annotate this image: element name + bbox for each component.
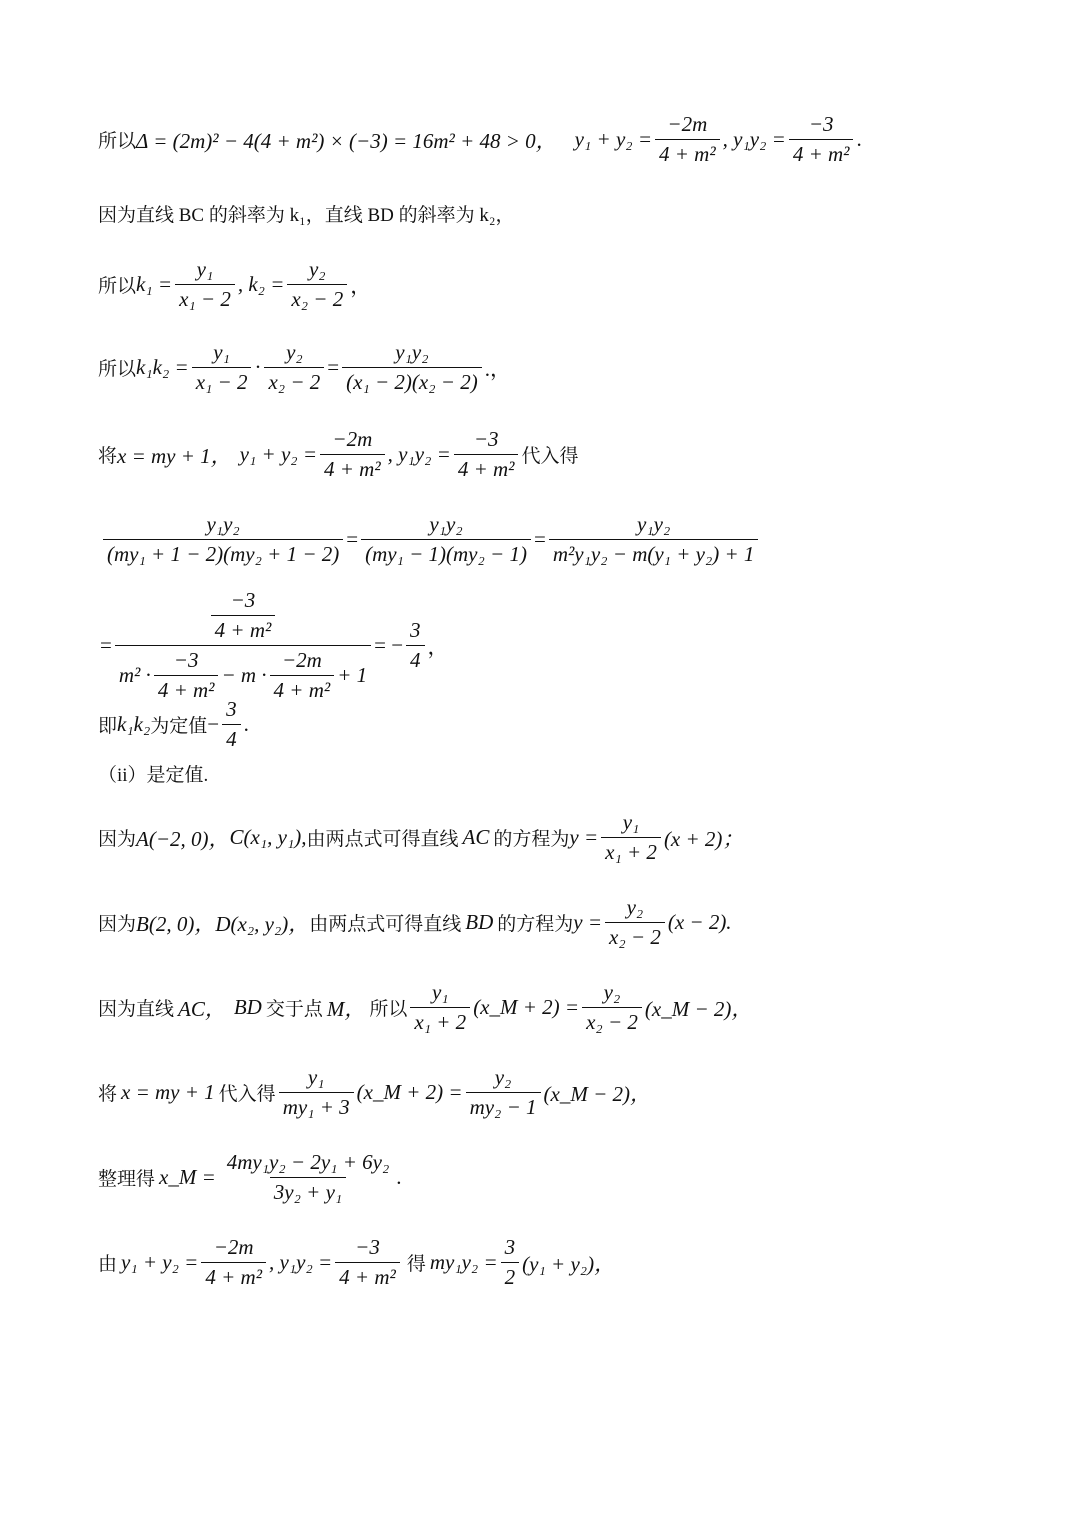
fraction-denominator: m²y₁y₂ − m(y₁ + y₂) + 1	[549, 539, 759, 567]
fraction-denominator: 4 + m²	[335, 1262, 400, 1290]
fraction-numerator: y₂	[626, 895, 644, 919]
fraction	[154, 648, 219, 703]
math-expression: (x_M − 2)，	[644, 996, 753, 1021]
text: 将	[98, 1084, 118, 1105]
fraction-denominator: my₂ − 1	[466, 1092, 541, 1120]
text: ，	[427, 634, 449, 659]
math-expression: , y₁y₂ =	[387, 442, 451, 466]
math-expression: B(2, 0)，	[136, 911, 216, 936]
text: 所以	[98, 131, 137, 152]
fraction	[601, 810, 661, 865]
math-expression: (x − 2).	[667, 910, 732, 934]
fraction	[320, 427, 385, 482]
fraction	[466, 1065, 541, 1120]
line-intersection	[98, 980, 752, 1035]
text: 代入得	[218, 1084, 276, 1105]
math-expression: k₁k₂ =	[136, 355, 189, 379]
fraction-numerator: y₁	[622, 810, 640, 834]
math-expression: M，	[326, 996, 366, 1021]
math-expression: (y₁ + y₂)，	[522, 1251, 616, 1276]
fraction-numerator: y₁y₂	[429, 512, 463, 536]
fraction-numerator: y₁	[196, 257, 214, 281]
fraction-numerator: y₁	[307, 1065, 325, 1089]
line-substitute	[98, 427, 578, 482]
fraction	[103, 512, 343, 567]
fraction	[406, 618, 425, 673]
fraction-numerator: −2m	[667, 112, 708, 136]
math-expression: (x_M + 2) =	[473, 995, 580, 1019]
fraction	[605, 895, 665, 950]
fraction	[211, 588, 276, 643]
math-expression: y₁ + y₂ =	[239, 442, 318, 466]
fraction-numerator: 3	[410, 618, 421, 642]
text: −	[207, 712, 220, 736]
fraction-denominator: 4 + m²	[454, 454, 519, 482]
text: .	[243, 712, 249, 736]
fraction-denominator: 4 + m²	[655, 139, 720, 167]
fraction	[789, 112, 854, 167]
math-expression: my₁y₂ =	[429, 1250, 498, 1274]
fraction-numerator: −3	[808, 112, 834, 136]
fraction-denominator: x₂ − 2	[605, 922, 665, 950]
fraction-numerator: −2m	[213, 1235, 254, 1259]
fraction-numerator: y₂	[603, 980, 621, 1004]
fraction	[270, 648, 335, 703]
text: 的方程为	[493, 829, 570, 850]
fraction-denominator	[115, 645, 371, 703]
math-expression: y =	[569, 825, 599, 849]
fraction	[264, 340, 324, 395]
text: .	[396, 1165, 402, 1189]
math-expression: x = my + 1	[121, 1080, 215, 1104]
fraction	[175, 257, 235, 312]
math-expression: AC	[462, 825, 490, 849]
text: 由两点式可得直线	[309, 914, 462, 935]
fraction	[549, 512, 759, 567]
fraction	[222, 697, 241, 752]
text: 由	[98, 1254, 118, 1275]
fraction	[335, 1235, 400, 1290]
text: .	[856, 127, 862, 151]
fraction-denominator: (my₁ − 1)(my₂ − 1)	[361, 539, 531, 567]
fraction-denominator: x₁ + 2	[601, 837, 661, 865]
text: = −	[374, 633, 404, 657]
line-xm	[98, 1150, 402, 1205]
fraction	[201, 1235, 266, 1290]
fraction-denominator: 4 + m²	[270, 675, 335, 703]
math-expression: (x_M − 2)，	[543, 1081, 652, 1106]
math-expression: y₁ + y₂ =	[121, 1250, 199, 1274]
line-part-ii	[98, 760, 208, 787]
fraction-denominator: x₁ − 2	[192, 367, 252, 395]
fraction-numerator: y₁	[213, 340, 230, 364]
text: 因为直线 BC 的斜率为 k₁，直线 BD 的斜率为 k₂，	[98, 205, 515, 226]
fraction-numerator: −2m	[332, 427, 373, 451]
line-ac-equation	[98, 810, 743, 865]
fraction-denominator: 4 + m²	[211, 615, 276, 643]
text: ·	[254, 355, 262, 379]
text: 代入得	[521, 446, 579, 467]
text: 因为直线	[98, 999, 175, 1020]
line-delta	[98, 112, 862, 167]
line-from	[98, 1235, 615, 1290]
text: ，	[350, 273, 372, 298]
text: 得	[406, 1254, 426, 1275]
fraction-numerator: y₂	[308, 257, 326, 281]
fraction	[361, 512, 531, 567]
fraction-denominator: 4	[406, 645, 425, 673]
fraction-denominator: x₂ − 2	[287, 284, 347, 312]
text: 所以	[369, 999, 408, 1020]
fraction-numerator: y₁y₂	[206, 512, 240, 536]
text: 由两点式可得直线	[306, 829, 459, 850]
fraction-numerator	[204, 588, 283, 645]
line-bd-equation	[98, 895, 732, 950]
fraction-denominator: 4 + m²	[320, 454, 385, 482]
fraction-denominator: my₁ + 3	[279, 1092, 354, 1120]
text: 所以	[98, 359, 137, 380]
fraction-denominator: x₂ − 2	[582, 1007, 642, 1035]
math-expression: k₁ =	[136, 272, 173, 296]
math-expression: , k₂ =	[237, 272, 285, 296]
text: 为定值	[150, 716, 208, 737]
math-expression: − m ·	[221, 663, 267, 687]
fraction-numerator: −3	[230, 588, 256, 612]
math-expression: D(x₂, y₂)，	[215, 911, 310, 936]
fraction	[342, 340, 482, 395]
math-expression: (x_M + 2) =	[356, 1080, 463, 1104]
fraction-numerator: y₁y₂	[395, 340, 429, 364]
text: 因为	[98, 829, 137, 850]
fraction-denominator: x₂ − 2	[264, 367, 324, 395]
line-k-product	[98, 340, 511, 395]
math-expression: AC，	[178, 996, 226, 1021]
math-expression: x = my + 1，	[117, 443, 232, 468]
line-substitute-m	[98, 1065, 651, 1120]
fraction-denominator: 4	[222, 724, 241, 752]
math-expression: , y₁y₂ =	[722, 127, 786, 151]
fraction-numerator: −3	[173, 648, 199, 672]
fraction-denominator: 4 + m²	[789, 139, 854, 167]
math-expression: (x + 2)；	[663, 826, 744, 851]
fraction	[501, 1235, 520, 1290]
line-chain	[100, 512, 761, 567]
math-expression: A(−2, 0)，	[136, 826, 230, 851]
math-expression: BD	[233, 995, 262, 1019]
line-compound	[100, 588, 449, 703]
fraction	[287, 257, 347, 312]
fraction-numerator: −2m	[281, 648, 322, 672]
math-expression: y =	[573, 910, 603, 934]
line-slopes	[98, 200, 515, 227]
fraction	[192, 340, 252, 395]
fraction-numerator: 3	[504, 1235, 516, 1259]
text: 交于点	[265, 999, 323, 1020]
text: .，	[484, 356, 511, 381]
text: =	[533, 527, 546, 551]
fraction	[410, 980, 470, 1035]
fraction	[655, 112, 720, 167]
math-expression: , y₁y₂ =	[269, 1250, 333, 1274]
compound-fraction	[115, 588, 371, 703]
text: =	[100, 633, 112, 657]
fraction-numerator: y₁	[431, 980, 449, 1004]
math-expression: x_M =	[159, 1165, 216, 1189]
fraction-numerator: y₁y₂	[637, 512, 671, 536]
line-constant	[98, 697, 249, 752]
fraction-denominator: (x₁ − 2)(x₂ − 2)	[342, 367, 482, 395]
text: 即	[98, 716, 118, 737]
math-expression: C(x₁, y₁),	[229, 825, 307, 849]
fraction-denominator: 4 + m²	[201, 1262, 266, 1290]
text: 所以	[98, 276, 137, 297]
fraction-denominator: x₁ + 2	[410, 1007, 470, 1035]
fraction	[223, 1150, 394, 1205]
fraction-denominator: 2	[501, 1262, 520, 1290]
fraction-numerator: 3	[226, 697, 237, 721]
math-expression: y₁ + y₂ =	[574, 127, 653, 151]
fraction-denominator: 3y₂ + y₁	[270, 1177, 346, 1205]
fraction-denominator: x₁ − 2	[175, 284, 235, 312]
fraction-denominator: 4 + m²	[154, 675, 219, 703]
math-expression: m² ·	[118, 663, 151, 687]
text: =	[327, 355, 340, 379]
text: 因为	[98, 914, 137, 935]
fraction	[279, 1065, 354, 1120]
fraction-numerator: y₂	[494, 1065, 512, 1089]
fraction	[454, 427, 519, 482]
math-expression: + 1	[337, 663, 368, 687]
math-expression: k₁k₂	[117, 712, 151, 736]
text: =	[346, 527, 359, 551]
fraction-numerator: −3	[473, 427, 499, 451]
line-k-def	[98, 257, 371, 312]
math-expression: Δ = (2m)² − 4(4 + m²) × (−3) = 16m² + 48 > 0，	[136, 128, 557, 153]
text: 的方程为	[497, 914, 574, 935]
fraction-numerator: 4my₁y₂ − 2y₁ + 6y₂	[226, 1150, 390, 1174]
fraction	[582, 980, 642, 1035]
text: 整理得	[98, 1169, 156, 1190]
text: （ii）是定值.	[98, 765, 209, 786]
text: 将	[98, 446, 118, 467]
fraction-numerator: −3	[355, 1235, 380, 1259]
math-expression: BD	[465, 910, 494, 934]
fraction-denominator: (my₁ + 1 − 2)(my₂ + 1 − 2)	[103, 539, 343, 567]
fraction-numerator: y₂	[286, 340, 303, 364]
